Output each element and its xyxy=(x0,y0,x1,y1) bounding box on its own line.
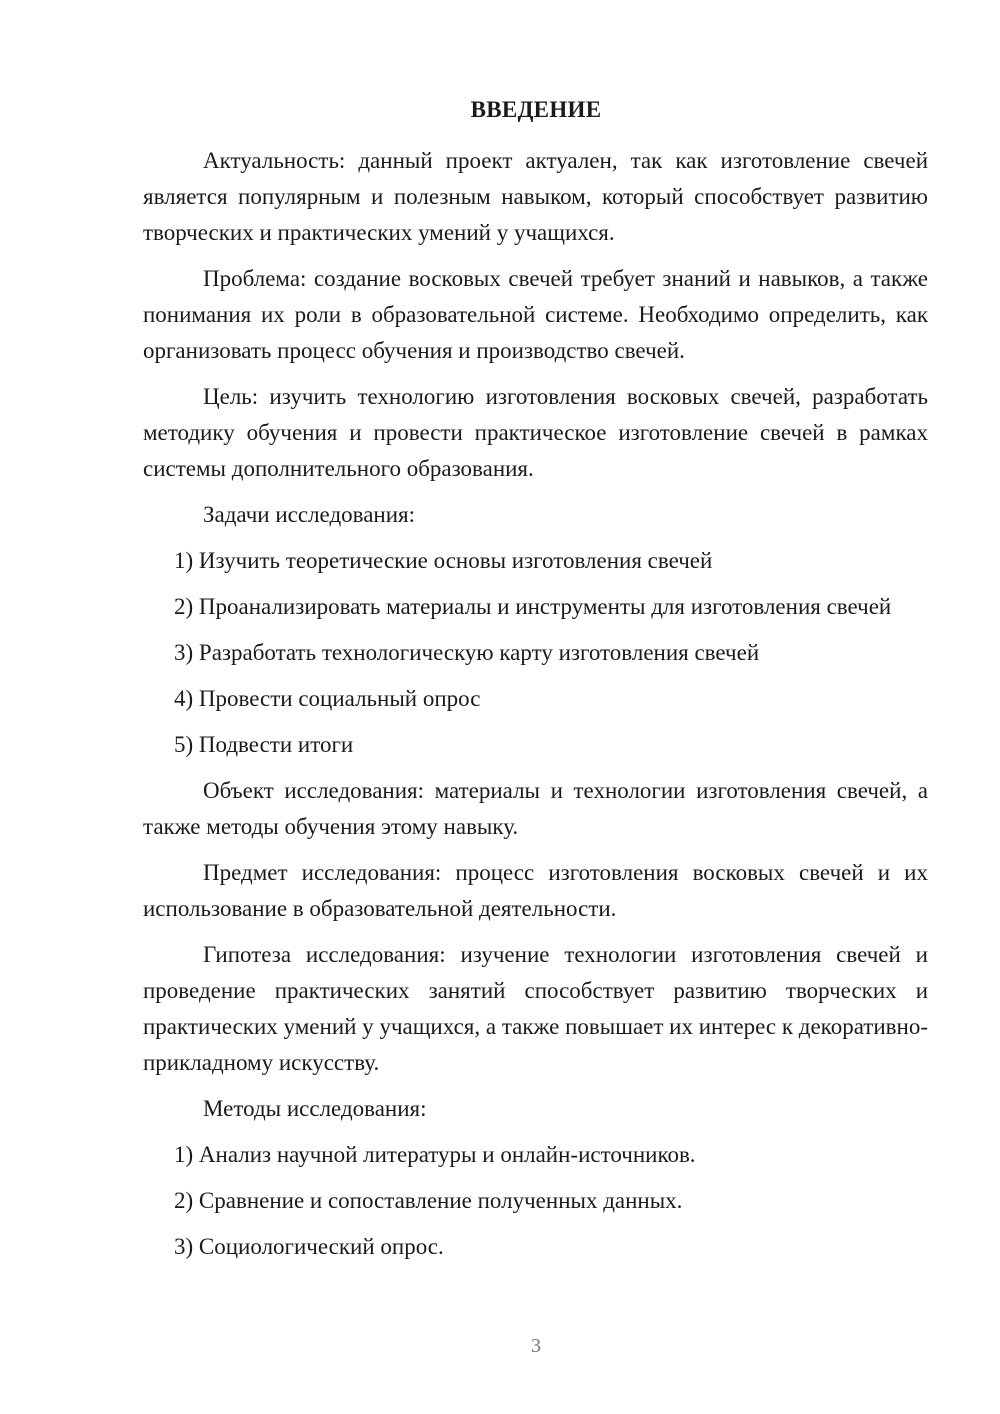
method-item-1: 1) Анализ научной литературы и онлайн-источников. xyxy=(174,1142,696,1167)
task-item-3: 3) Разработать технологическую карту изготовления свечей xyxy=(174,640,760,665)
goal-paragraph: Цель: изучить технологию изготовления восковых свечей, разработать методику обучения и провести практическое изготовление свечей в рамках системы дополнительного образования. xyxy=(143,384,928,481)
task-item-1: 1) Изучить теоретические основы изготовления свечей xyxy=(174,548,713,573)
page-number: 3 xyxy=(531,1335,541,1357)
method-item-2: 2) Сравнение и сопоставление полученных данных. xyxy=(174,1188,683,1213)
method-item-3: 3) Социологический опрос. xyxy=(174,1234,444,1259)
relevance-paragraph: Актуальность: данный проект актуален, так как изготовление свечей является популярным и полезным навыком, который способствует развитию творческих и практических умений у учащихся. xyxy=(143,148,928,245)
task-item-4: 4) Провести социальный опрос xyxy=(174,686,481,711)
task-item-2: 2) Проанализировать материалы и инструменты для изготовления свечей xyxy=(174,594,892,619)
page-title: ВВЕДЕНИЕ xyxy=(470,97,602,122)
problem-paragraph: Проблема: создание восковых свечей требует знаний и навыков, а также понимания их роли в образовательной системе. Необходимо определить, как организовать процесс обучения и производство свечей. xyxy=(143,266,928,363)
task-item-5: 5) Подвести итоги xyxy=(174,732,354,757)
document-body xyxy=(143,143,928,1275)
subject-paragraph: Предмет исследования: процесс изготовления восковых свечей и их использование в образовательной деятельности. xyxy=(143,860,928,921)
object-paragraph: Объект исследования: материалы и технологии изготовления свечей, а также методы обучения этому навыку. xyxy=(143,778,928,839)
hypothesis-paragraph: Гипотеза исследования: изучение технологии изготовления свечей и проведение практических занятий способствует развитию творческих и практических умений у учащихся, а также повышает их интерес к декоративно-прикладному искусству. xyxy=(143,942,928,1075)
tasks-heading: Задачи исследования: xyxy=(203,502,416,527)
methods-heading: Методы исследования: xyxy=(203,1096,427,1121)
